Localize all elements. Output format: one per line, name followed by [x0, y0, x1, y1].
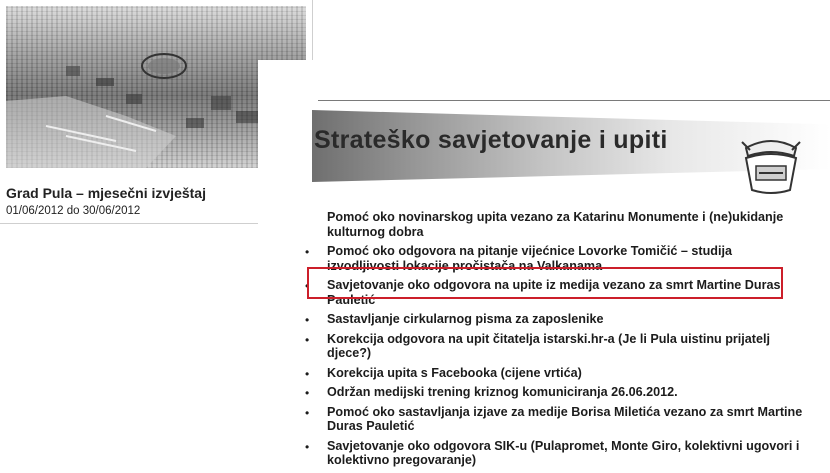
list-item-text: Pomoć oko novinarskog upita vezano za Katarinu Monumente i (ne)ukidanje kulturnog dobra [327, 210, 784, 239]
list-item [305, 210, 805, 239]
list-item [305, 405, 805, 434]
bullet-marker: • [305, 332, 310, 347]
bullet-list [305, 210, 805, 473]
list-item-text: Pomoć oko odgovora na pitanje vijećnice Lovorke Tomičić – studija izvodljivosti lokacije pročistača na Valkanama [327, 244, 732, 273]
slide-title: Strateško savjetovanje i upiti [314, 126, 668, 154]
list-item [305, 332, 805, 361]
list-item [305, 439, 805, 468]
report-title: Grad Pula – mjesečni izvještaj [6, 185, 206, 201]
list-item-text: Sastavljanje cirkularnog pisma za zaposlenike [327, 312, 604, 326]
mascot-icon [736, 130, 806, 200]
list-item [305, 385, 805, 400]
list-item-text: Korekcija odgovora na upit čitatelja istarski.hr-a (Je li Pula uistinu prijatelj djece?) [327, 331, 771, 360]
bullet-marker: • [305, 366, 310, 381]
bullet-marker: • [305, 405, 310, 420]
highlight-box [307, 267, 783, 299]
bullet-marker: • [305, 245, 310, 259]
header-rule [318, 100, 830, 101]
bullet-marker: • [305, 279, 310, 293]
list-item [305, 312, 805, 327]
report-date-range: 01/06/2012 do 30/06/2012 [6, 205, 141, 217]
list-item-text: Savjetovanje oko odgovora na upite iz medija vezano za smrt Martine Duras Pauletić [327, 278, 781, 307]
list-item-text: Savjetovanje oko odgovora SIK-u (Pulapromet, Monte Giro, kolektivni ugovori i kolektivno pregovaranje) [327, 438, 800, 467]
bullet-marker: • [305, 439, 310, 454]
list-item [305, 366, 805, 381]
bullet-marker: • [305, 386, 310, 400]
bullet-marker: • [305, 313, 310, 327]
list-item-text: Održan medijski trening kriznog komuniciranja 26.06.2012. [327, 385, 678, 399]
list-item-text: Pomoć oko sastavljanja izjave za medije Borisa Miletića vezano za smrt Martine Duras Pauletić [327, 404, 803, 433]
list-item-text: Korekcija upita s Facebooka (cijene vrtića) [327, 365, 582, 380]
